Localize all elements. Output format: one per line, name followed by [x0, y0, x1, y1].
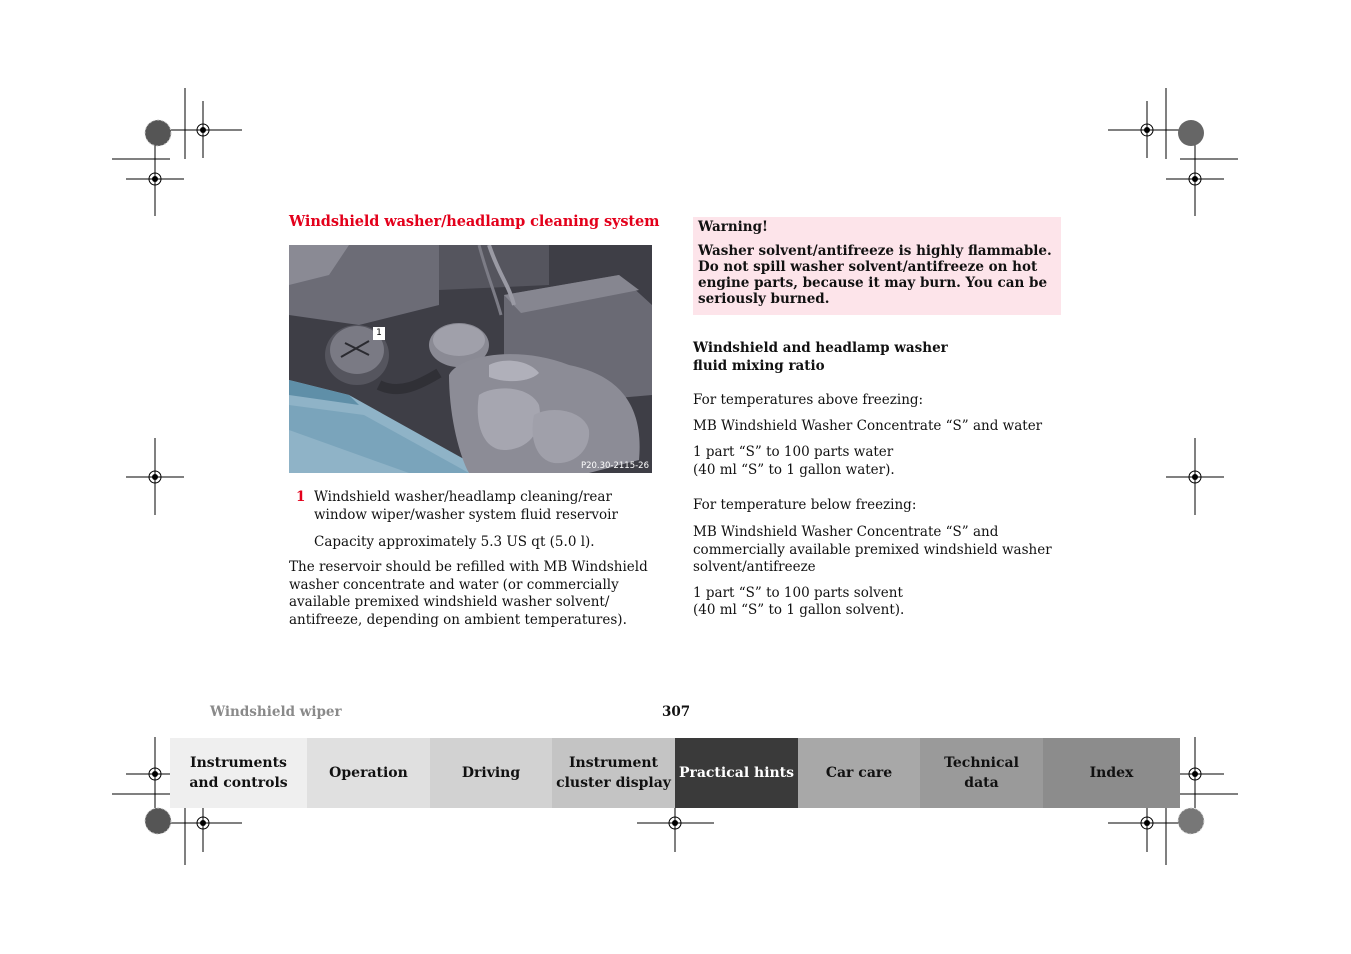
- legend-number: 1: [296, 489, 306, 505]
- figure-code: P20.30-2115-26: [580, 461, 649, 471]
- engine-illustration: [289, 245, 652, 473]
- refill-paragraph: The reservoir should be refilled with MB Windshield washer concentrate and water (or commercially available premixed windshield washer solvent/ antifreeze, depending on ambient temperatures).: [289, 559, 648, 628]
- above-freezing-ratio-2: (40 ml “S” to 1 gallon water).: [693, 462, 895, 478]
- figure-callout-1: 1: [373, 327, 385, 340]
- below-freezing-label: For temperature below freezing:: [693, 497, 917, 513]
- below-freezing-ratio-2: (40 ml “S” to 1 gallon solvent).: [693, 602, 905, 618]
- page-number: 307: [662, 704, 691, 720]
- section-title: Windshield washer/headlamp cleaning system: [289, 213, 660, 230]
- tab-instruments-and-controls[interactable]: Instruments and controls: [170, 738, 307, 808]
- warning-text: Washer solvent/antifreeze is highly flammable. Do not spill washer solvent/antifreeze on hot engine parts, because it may burn. You can be seriously burned.: [698, 243, 1052, 307]
- tab-operation[interactable]: Operation: [307, 738, 430, 808]
- tab-car-care[interactable]: Car care: [798, 738, 920, 808]
- reservoir-figure: [289, 245, 652, 473]
- tab-driving[interactable]: Driving: [430, 738, 552, 808]
- warning-title: Warning!: [698, 219, 768, 235]
- capacity-text: Capacity approximately 5.3 US qt (5.0 l).: [314, 534, 595, 550]
- below-freezing-product: MB Windshield Washer Concentrate “S” and commercially available premixed windshield washer solvent/antifreeze: [693, 524, 1052, 575]
- below-freezing-ratio-1: 1 part “S” to 100 parts solvent: [693, 585, 903, 601]
- above-freezing-ratio-1: 1 part “S” to 100 parts water: [693, 444, 894, 460]
- footer-section-name: Windshield wiper: [210, 704, 342, 720]
- chapter-tabs: [170, 738, 1180, 808]
- tab-technical-data[interactable]: Technical data: [920, 738, 1043, 808]
- mixing-heading: [693, 339, 993, 375]
- tab-index[interactable]: Index: [1043, 738, 1180, 808]
- above-freezing-label: For temperatures above freezing:: [693, 392, 924, 408]
- above-freezing-product: MB Windshield Washer Concentrate “S” and water: [693, 418, 1043, 434]
- mixing-heading-line1: Windshield and headlamp washer: [693, 340, 948, 356]
- legend-text: Windshield washer/headlamp cleaning/rear window wiper/washer system fluid reservoir: [314, 489, 618, 523]
- tab-practical-hints[interactable]: Practical hints: [675, 738, 798, 808]
- mixing-heading-line2: fluid mixing ratio: [693, 358, 825, 374]
- tab-instrument-cluster-display[interactable]: Instrument cluster display: [552, 738, 675, 808]
- warning-box: [693, 217, 1061, 315]
